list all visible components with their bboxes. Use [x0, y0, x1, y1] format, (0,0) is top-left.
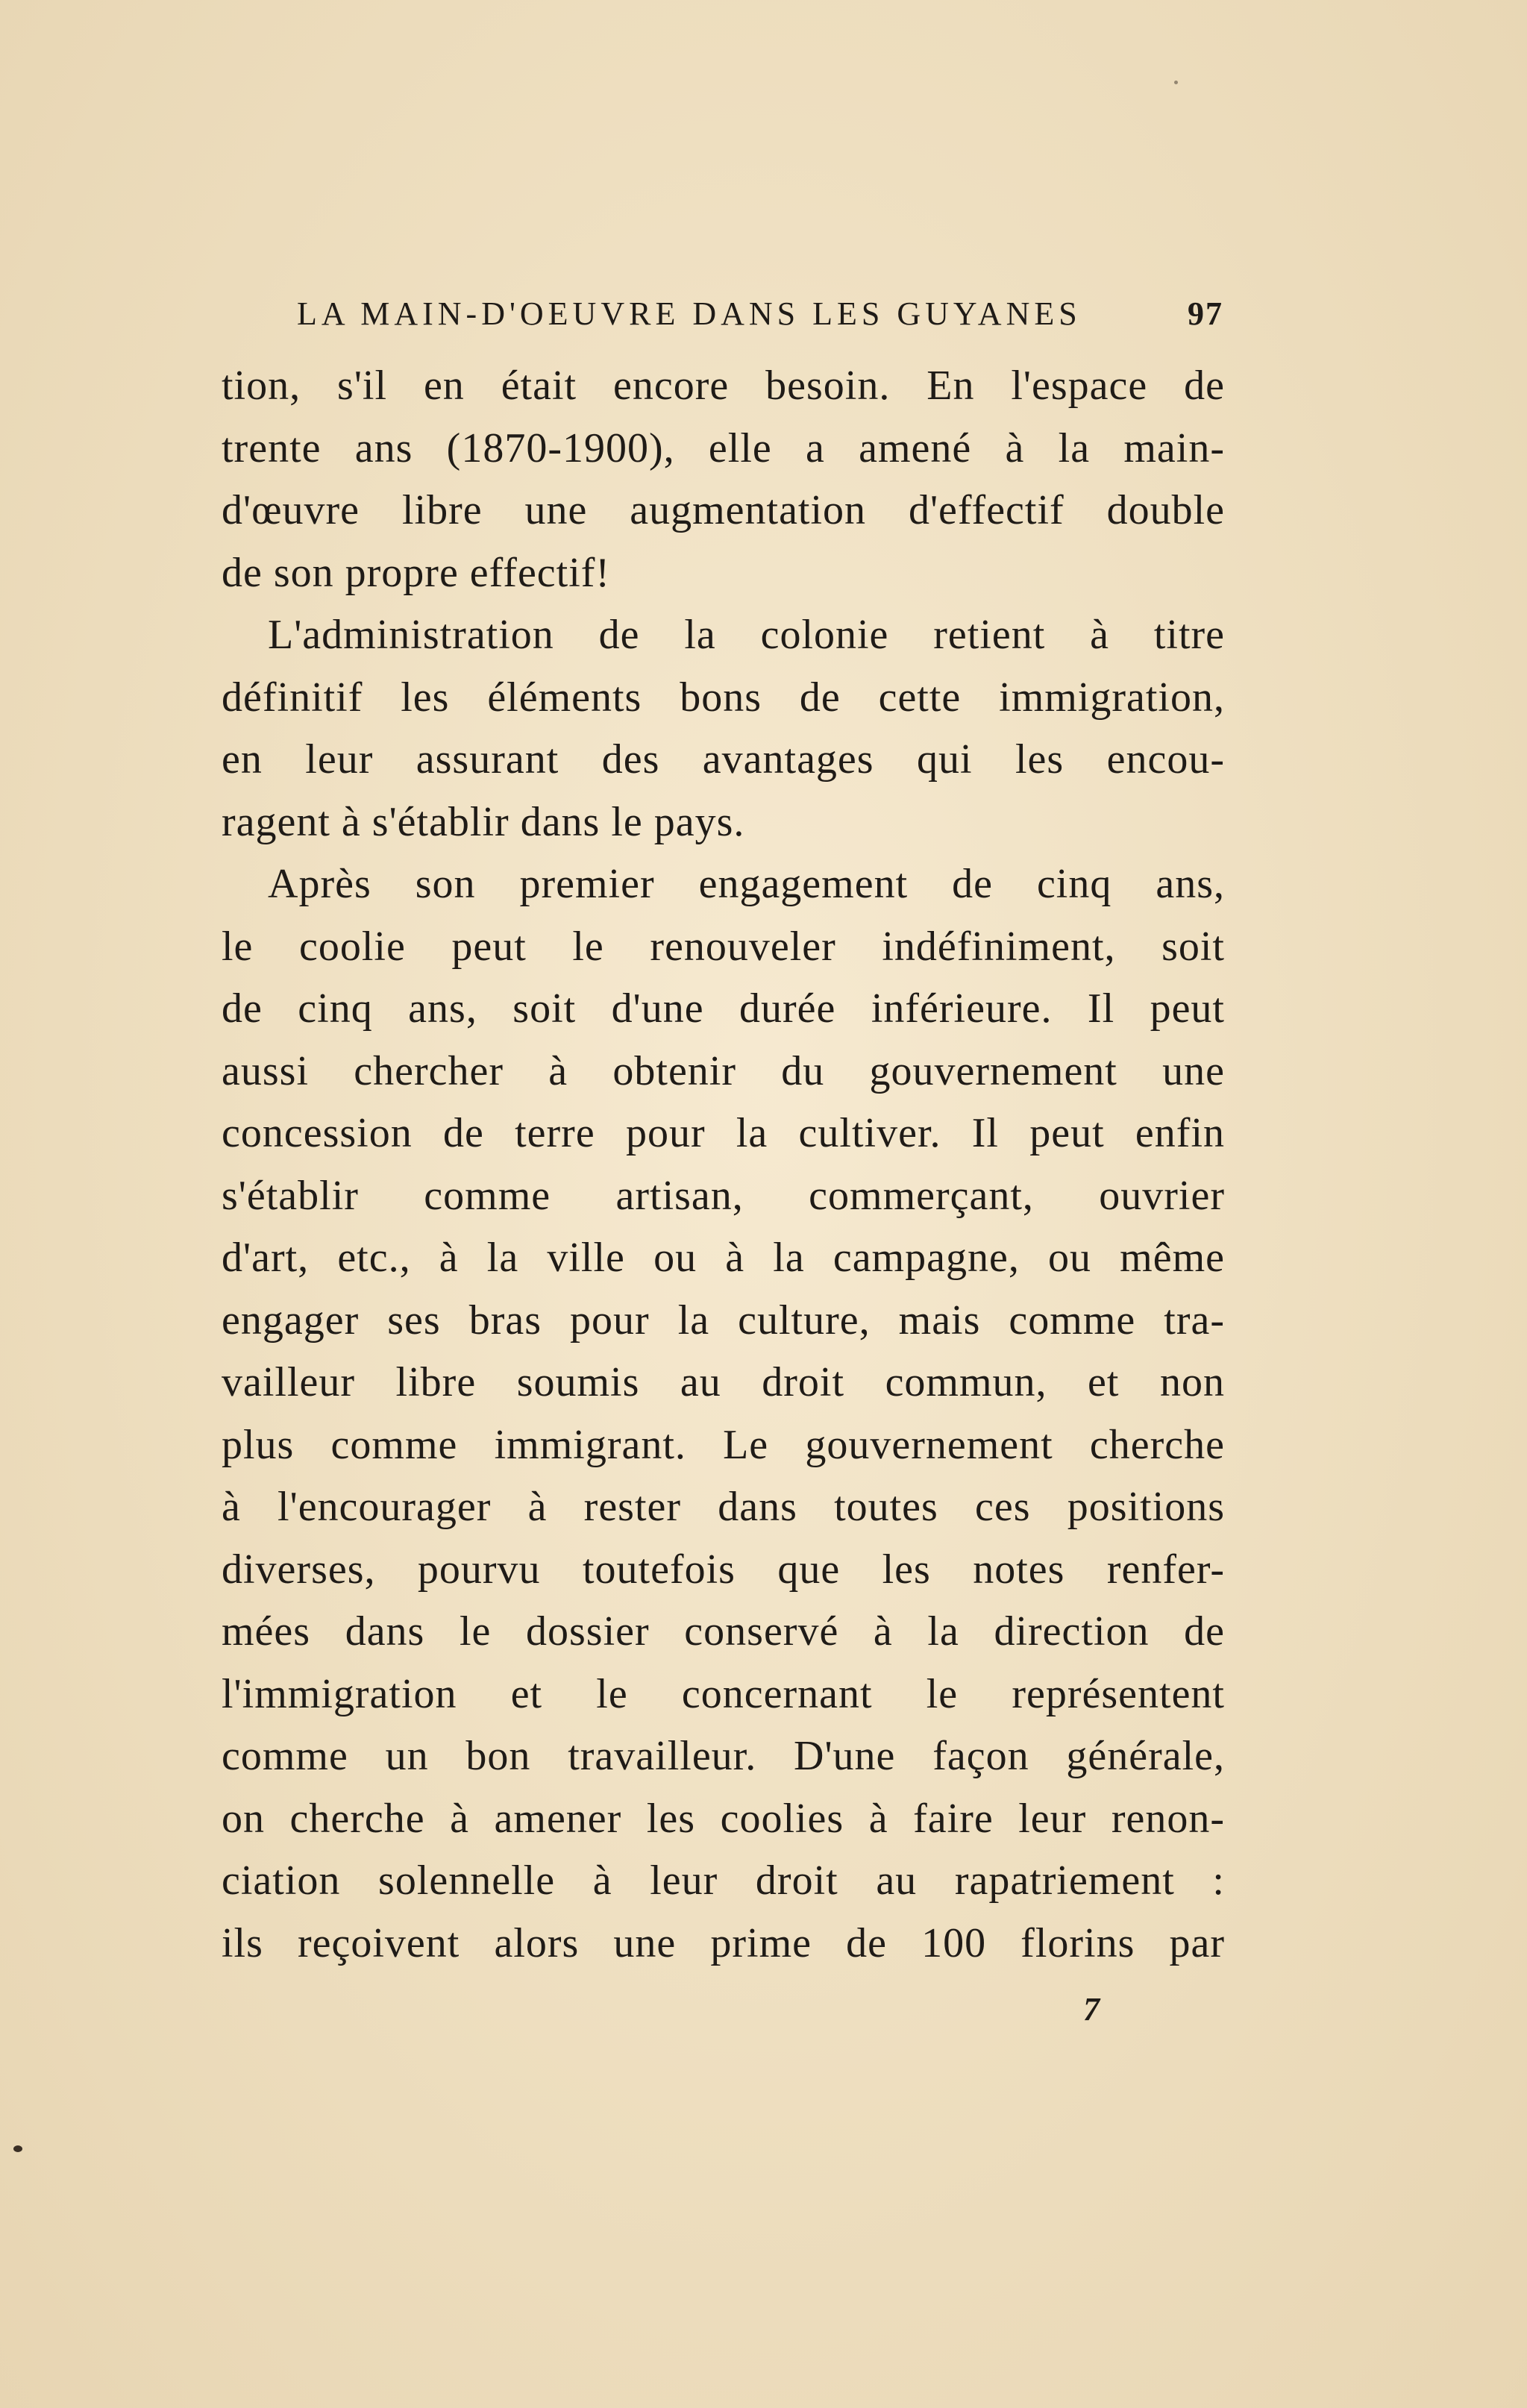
text-line: à l'encourager à rester dans toutes ces positions: [222, 1484, 1225, 1530]
text-line: tion, s'il en était encore besoin. En l'espace de: [222, 363, 1225, 409]
running-title: LA MAIN-D'OEUVRE DANS LES GUYANES: [297, 295, 1082, 332]
signature-mark: 7: [1083, 1991, 1100, 2028]
text-line: aussi chercher à obtenir du gouvernement une: [222, 1047, 1225, 1094]
text-line: diverses, pourvu toutefois que les notes renfer-: [222, 1546, 1225, 1593]
page-number: 97: [1188, 295, 1223, 332]
text-line: Après son premier engagement de cinq ans,: [268, 861, 1225, 907]
text-line: de son propre effectif!: [222, 549, 611, 596]
running-header: [297, 291, 1223, 336]
text-line: trente ans (1870-1900), elle a amené à la main-: [222, 424, 1225, 471]
body-text: [222, 355, 1225, 1975]
text-line: mées dans le dossier conservé à la direction de: [222, 1608, 1225, 1655]
text-line: d'art, etc., à la ville ou à la campagne, ou même: [222, 1235, 1225, 1281]
text-line: vailleur libre soumis au droit commun, et non: [222, 1359, 1225, 1405]
text-line: comme un bon travailleur. D'une façon générale,: [222, 1733, 1225, 1779]
text-line: d'œuvre libre une augmentation d'effectif double: [222, 487, 1225, 533]
text-line: ragent à s'établir dans le pays.: [222, 798, 745, 845]
text-line: ils reçoivent alors une prime de 100 florins par: [222, 1919, 1225, 1966]
text-line: s'établir comme artisan, commerçant, ouvrier: [222, 1172, 1225, 1219]
text-line: engager ses bras pour la culture, mais comme tra-: [222, 1297, 1225, 1343]
ink-speck: [13, 2145, 22, 2152]
text-line: concession de terre pour la cultiver. Il peut enfin: [222, 1110, 1225, 1156]
text-line: ciation solennelle à leur droit au rapatriement :: [222, 1857, 1225, 1904]
ink-speck: [1174, 81, 1178, 84]
text-line: en leur assurant des avantages qui les encou-: [222, 736, 1225, 783]
text-line: le coolie peut le renouveler indéfiniment, soit: [222, 923, 1225, 970]
text-line: l'immigration et le concernant le représentent: [222, 1670, 1225, 1717]
text-line: plus comme immigrant. Le gouvernement cherche: [222, 1421, 1225, 1468]
text-line: de cinq ans, soit d'une durée inférieure. Il peut: [222, 985, 1225, 1032]
text-line: on cherche à amener les coolies à faire leur renon-: [222, 1795, 1225, 1842]
text-line: définitif les éléments bons de cette immigration,: [222, 674, 1225, 721]
text-line: L'administration de la colonie retient à titre: [268, 612, 1225, 658]
